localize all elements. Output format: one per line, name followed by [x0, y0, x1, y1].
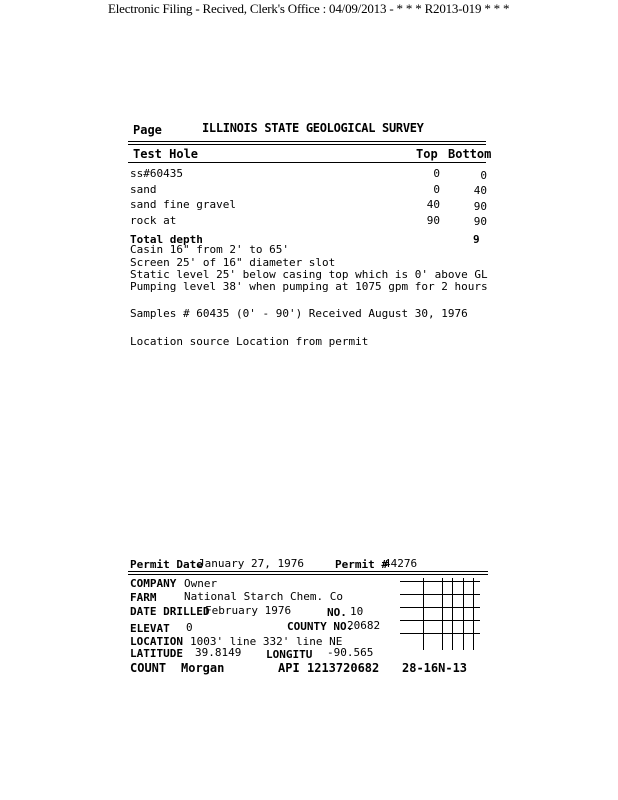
header-rule	[128, 162, 486, 163]
table-row-bottom: 90	[473, 215, 487, 228]
longitude-label: LONGITU	[266, 648, 313, 661]
location-value: 1003' line 332' line NE	[190, 635, 343, 648]
date-drilled-value: February 1976	[205, 604, 292, 617]
table-row-bottom: 40	[473, 184, 487, 197]
company-value: Owner	[184, 577, 218, 590]
table-row-desc: sand	[130, 183, 157, 196]
survey-title: ILLINOIS STATE GEOLOGICAL SURVEY	[202, 121, 424, 135]
permit-number-label: Permit #	[335, 558, 388, 571]
location-label: LOCATION	[130, 635, 183, 648]
township-value: 28-16N-13	[402, 661, 468, 675]
table-row-desc: ss#60435	[130, 167, 183, 180]
permit-date-value: January 27, 1976	[198, 557, 304, 570]
table-row-bottom: 90	[473, 200, 487, 213]
info-rule-bottom	[128, 574, 488, 575]
table-row-top: 0	[433, 167, 440, 180]
table-row-bottom: 0	[480, 169, 487, 182]
county-value: Morgan	[181, 661, 225, 675]
county-no-label: COUNTY NO.	[287, 620, 354, 633]
static-level-note: Static level 25' below casing top which is 0' above GL	[130, 268, 488, 281]
permit-number-value: 44276	[384, 557, 418, 570]
casing-note: Casin 16" from 2' to 65'	[130, 243, 289, 256]
api-label: API	[278, 661, 300, 675]
county-label: COUNT	[130, 661, 167, 675]
samples-note: Samples # 60435 (0' - 90') Received August 30, 1976	[130, 307, 468, 320]
api-value: 1213720682	[307, 661, 380, 675]
screen-note: Screen 25' of 16" diameter slot	[130, 256, 336, 269]
no-value: 10	[350, 605, 364, 618]
title-rule-bottom	[128, 144, 486, 145]
company-label: COMPANY	[130, 577, 177, 590]
total-depth-value: 9	[473, 233, 480, 246]
table-row-top: 0	[433, 183, 440, 196]
table-row-top: 90	[426, 214, 440, 227]
col-test-hole: Test Hole	[133, 147, 199, 161]
pumping-level-note: Pumping level 38' when pumping at 1075 gpm for 2 hours	[130, 280, 488, 293]
table-row-top: 40	[426, 198, 440, 211]
permit-date-label: Permit Date	[130, 558, 203, 571]
elevation-value: 0	[186, 621, 193, 634]
table-row-desc: sand fine gravel	[130, 198, 236, 211]
farm-value: National Starch Chem. Co	[184, 590, 343, 603]
latitude-value: 39.8149	[195, 646, 242, 659]
info-rule-top	[128, 571, 488, 572]
no-label: NO.	[327, 606, 347, 619]
latitude-label: LATITUDE	[130, 647, 183, 660]
county-no-value: 20682	[347, 619, 381, 632]
page-label: Page	[133, 123, 162, 137]
col-bottom: Bottom	[448, 147, 492, 161]
total-depth-label: Total depth	[130, 233, 203, 246]
longitude-value: -90.565	[327, 646, 374, 659]
title-rule-top	[128, 141, 486, 142]
elevation-label: ELEVAT	[130, 622, 170, 635]
col-top: Top	[416, 147, 438, 161]
location-source-note: Location source Location from permit	[130, 335, 369, 348]
filing-header: Electronic Filing - Recived, Clerk's Office : 04/09/2013 - * * * R2013-019 * * *	[108, 1, 510, 16]
table-row-desc: rock at	[130, 214, 177, 227]
date-drilled-label: DATE DRILLED	[130, 605, 210, 618]
farm-label: FARM	[130, 591, 157, 604]
